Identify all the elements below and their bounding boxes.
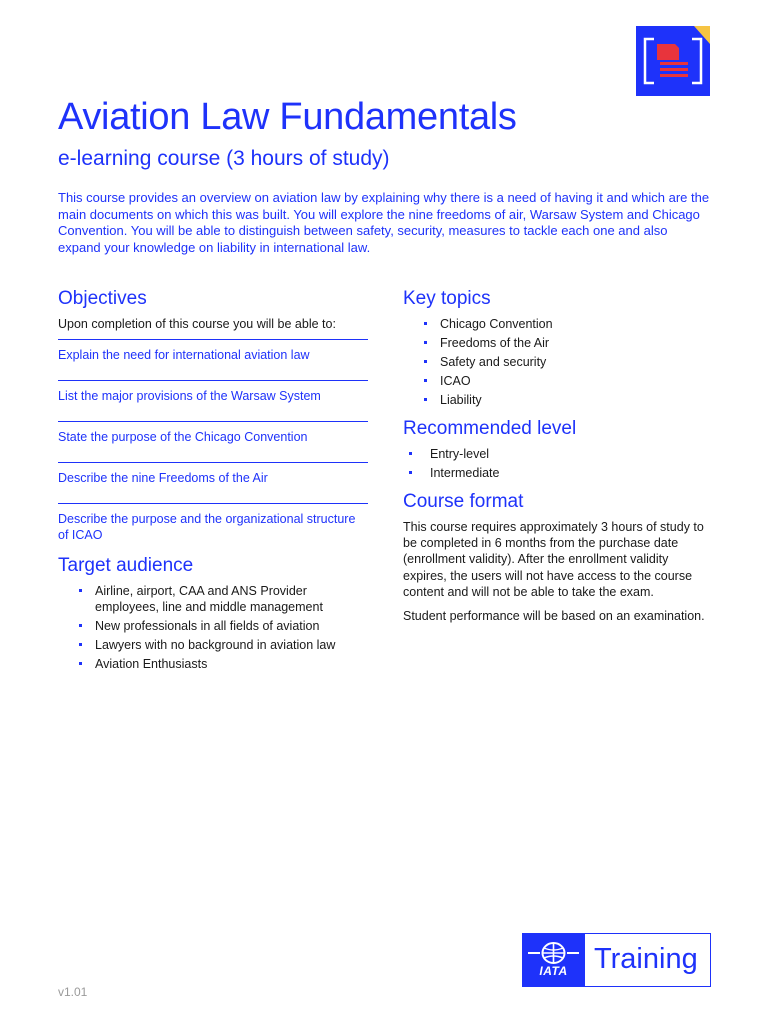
page-title: Aviation Law Fundamentals <box>58 96 517 138</box>
audience-item: Lawyers with no background in aviation law <box>58 637 368 653</box>
iata-training-logo <box>522 933 712 987</box>
training-wordmark: Training <box>594 943 698 975</box>
topic-item: Liability <box>403 392 713 408</box>
page-subtitle: e-learning course (3 hours of study) <box>58 147 390 170</box>
audience-item: Airline, airport, CAA and ANS Provider employees, line and middle management <box>58 583 368 615</box>
topic-item: Safety and security <box>403 354 713 370</box>
target-audience-list <box>58 583 368 672</box>
course-intro: This course provides an overview on aviation law by explaining why there is a need of having it and which are the main documents on which this was built. You will explore the nine freedoms of air, Warsaw System and Chicago Convention. You will be able to distinguish between safety, security, measures to tackle each one and also expand your knowledge on liability in international law. <box>58 190 710 255</box>
training-block <box>585 933 711 987</box>
topic-item: Freedoms of the Air <box>403 335 713 351</box>
objectives-heading: Objectives <box>58 288 147 309</box>
objective-item: Describe the nine Freedoms of the Air <box>58 462 368 503</box>
topic-item: ICAO <box>403 373 713 389</box>
audience-item: New professionals in all fields of aviation <box>58 618 368 634</box>
left-column <box>58 288 368 675</box>
objectives-list <box>58 339 368 547</box>
topic-item: Chicago Convention <box>403 316 713 332</box>
objectives-intro: Upon completion of this course you will be able to: <box>58 317 336 331</box>
objective-item: State the purpose of the Chicago Convention <box>58 421 368 462</box>
target-audience-heading: Target audience <box>58 555 194 576</box>
level-item: Intermediate <box>403 465 713 481</box>
recommended-level-list <box>403 446 713 481</box>
objective-item: List the major provisions of the Warsaw System <box>58 380 368 421</box>
right-column <box>403 288 713 624</box>
objective-item: Explain the need for international aviation law <box>58 339 368 380</box>
course-format-paragraph: Student performance will be based on an examination. <box>403 609 705 624</box>
course-format-paragraph: This course requires approximately 3 hours of study to be completed in 6 months from the purchase date (enrollment validity). After the enrollment validity expires, the users will not have access to the course content and will not be able to take the exam. <box>403 520 704 599</box>
key-topics-heading: Key topics <box>403 288 491 309</box>
course-document-icon <box>636 26 710 96</box>
version-label: v1.01 <box>58 985 88 999</box>
recommended-level-heading: Recommended level <box>403 418 577 439</box>
course-format-heading: Course format <box>403 491 524 512</box>
objective-item: Describe the purpose and the organizational structure of ICAO <box>58 503 368 547</box>
audience-item: Aviation Enthusiasts <box>58 656 368 672</box>
key-topics-list <box>403 316 713 408</box>
iata-logo-block <box>522 933 585 987</box>
level-item: Entry-level <box>403 446 713 462</box>
iata-globe-icon <box>522 933 585 987</box>
iata-wordmark: IATA <box>539 964 568 978</box>
